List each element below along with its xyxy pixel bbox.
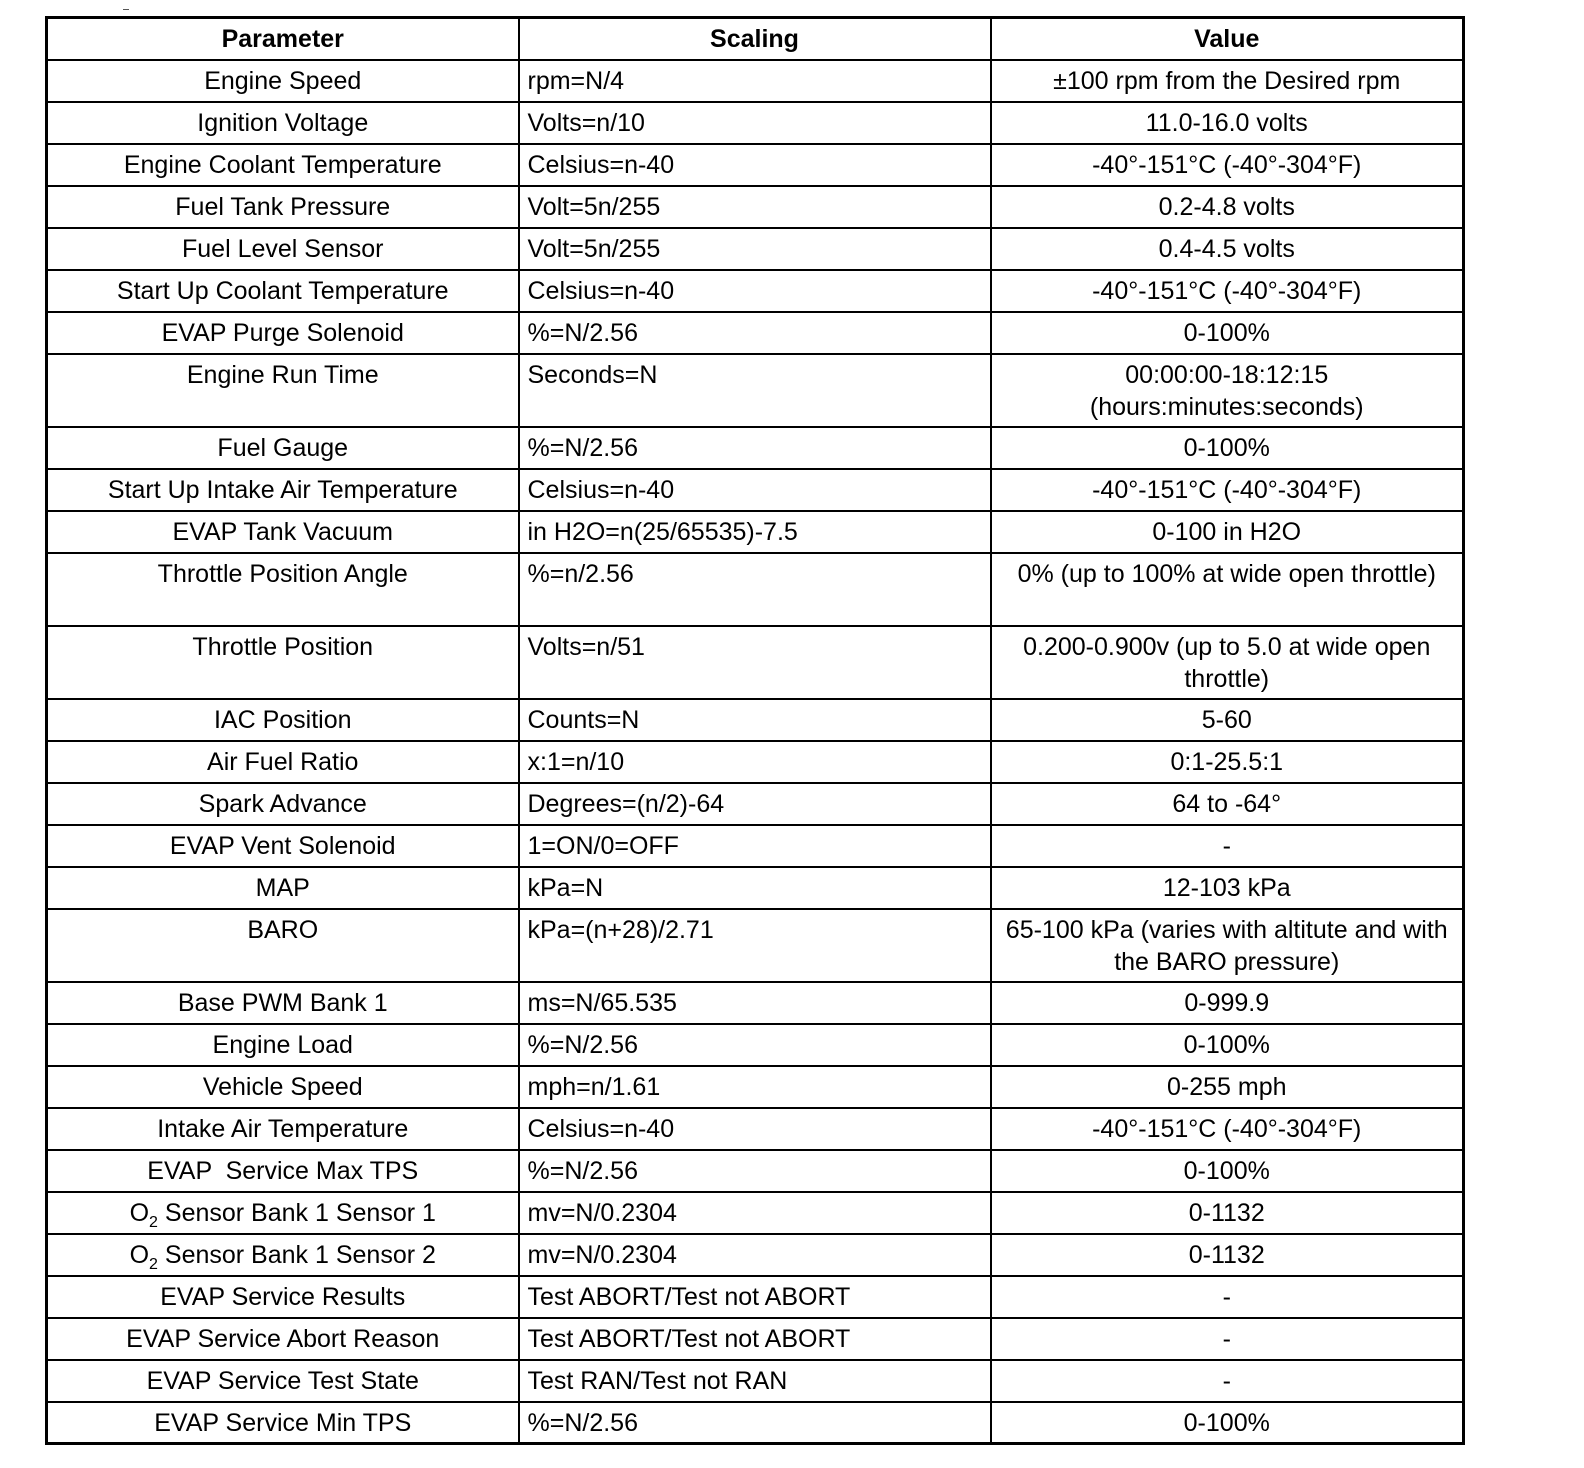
value-cell: - [991, 1318, 1464, 1360]
table-row [47, 1108, 1464, 1150]
value-cell: - [991, 1360, 1464, 1402]
table-row [47, 982, 1464, 1024]
table-row [47, 469, 1464, 511]
scaling-cell: %=N/2.56 [519, 1024, 991, 1066]
parameter-cell: Spark Advance [47, 783, 519, 825]
scaling-cell: %=N/2.56 [519, 1402, 991, 1444]
table-row [47, 354, 1464, 427]
scaling-cell: Celsius=n-40 [519, 144, 991, 186]
header-scaling: Scaling [519, 18, 991, 60]
parameter-table [45, 16, 1465, 1445]
parameter-text: Sensor Bank 1 Sensor 1 [157, 1198, 436, 1227]
parameter-text: Sensor Bank 1 Sensor 2 [157, 1240, 436, 1269]
parameter-cell: Fuel Tank Pressure [47, 186, 519, 228]
table-row [47, 1360, 1464, 1402]
table-row [47, 60, 1464, 102]
value-cell: 0:1-25.5:1 [991, 741, 1464, 783]
parameter-cell: Engine Load [47, 1024, 519, 1066]
value-cell: 0-999.9 [991, 982, 1464, 1024]
value-cell: -40°-151°C (-40°-304°F) [991, 144, 1464, 186]
scaling-cell: mv=N/0.2304 [519, 1234, 991, 1276]
parameter-cell: Base PWM Bank 1 [47, 982, 519, 1024]
o2-subscript: 2 [149, 1213, 158, 1231]
value-cell: 65-100 kPa (varies with altitute and with the BARO pressure) [991, 909, 1464, 982]
scaling-cell: rpm=N/4 [519, 60, 991, 102]
parameter-cell: EVAP Tank Vacuum [47, 511, 519, 553]
parameter-cell: EVAP Service Max TPS [47, 1150, 519, 1192]
parameter-cell: Engine Coolant Temperature [47, 144, 519, 186]
table-row [47, 1066, 1464, 1108]
table-row [47, 909, 1464, 982]
value-cell: 0-1132 [991, 1234, 1464, 1276]
scaling-cell: Volts=n/10 [519, 102, 991, 144]
value-cell: 0-100% [991, 1402, 1464, 1444]
scaling-cell: Degrees=(n/2)-64 [519, 783, 991, 825]
table-row [47, 553, 1464, 626]
value-cell: 0.200-0.900v (up to 5.0 at wide open throttle) [991, 626, 1464, 699]
table-row [47, 1192, 1464, 1234]
scan-mark [123, 9, 129, 10]
scaling-cell: Volts=n/51 [519, 626, 991, 699]
parameter-cell: EVAP Service Test State [47, 1360, 519, 1402]
table-row [47, 741, 1464, 783]
value-cell: 5-60 [991, 699, 1464, 741]
parameter-cell: Intake Air Temperature [47, 1108, 519, 1150]
scaling-cell: %=n/2.56 [519, 553, 991, 626]
scaling-cell: %=N/2.56 [519, 312, 991, 354]
table-row [47, 312, 1464, 354]
table-row [47, 1402, 1464, 1444]
value-cell: 0-1132 [991, 1192, 1464, 1234]
header-parameter: Parameter [47, 18, 519, 60]
value-cell: 0-100% [991, 427, 1464, 469]
value-cell: 0-255 mph [991, 1066, 1464, 1108]
parameter-cell [47, 1192, 519, 1234]
table-row [47, 1150, 1464, 1192]
header-value: Value [991, 18, 1464, 60]
table-row [47, 699, 1464, 741]
value-cell: 11.0-16.0 volts [991, 102, 1464, 144]
value-cell: 0-100% [991, 1024, 1464, 1066]
parameter-cell: Fuel Level Sensor [47, 228, 519, 270]
table-row [47, 1318, 1464, 1360]
value-cell: ±100 rpm from the Desired rpm [991, 60, 1464, 102]
scaling-cell: Volt=5n/255 [519, 186, 991, 228]
parameter-cell: Fuel Gauge [47, 427, 519, 469]
table-row [47, 102, 1464, 144]
table-row [47, 511, 1464, 553]
parameter-cell: Throttle Position Angle [47, 553, 519, 626]
parameter-cell [47, 1234, 519, 1276]
table-row [47, 783, 1464, 825]
table-row [47, 1276, 1464, 1318]
scaling-cell: Test ABORT/Test not ABORT [519, 1276, 991, 1318]
value-cell: 0.2-4.8 volts [991, 186, 1464, 228]
parameter-cell: Ignition Voltage [47, 102, 519, 144]
scaling-cell: Celsius=n-40 [519, 270, 991, 312]
table-row [47, 1024, 1464, 1066]
scaling-cell: in H2O=n(25/65535)-7.5 [519, 511, 991, 553]
o2-subscript: 2 [149, 1255, 158, 1273]
table-row [47, 228, 1464, 270]
table-row [47, 270, 1464, 312]
value-cell: 64 to -64° [991, 783, 1464, 825]
value-cell: -40°-151°C (-40°-304°F) [991, 270, 1464, 312]
parameter-cell: EVAP Purge Solenoid [47, 312, 519, 354]
table-row [47, 186, 1464, 228]
scaling-cell: kPa=N [519, 867, 991, 909]
parameter-cell: BARO [47, 909, 519, 982]
table-row [47, 825, 1464, 867]
parameter-cell: EVAP Service Abort Reason [47, 1318, 519, 1360]
scaling-cell: 1=ON/0=OFF [519, 825, 991, 867]
table-row [47, 867, 1464, 909]
scaling-cell: Test ABORT/Test not ABORT [519, 1318, 991, 1360]
parameter-cell: EVAP Service Results [47, 1276, 519, 1318]
parameter-cell: Start Up Coolant Temperature [47, 270, 519, 312]
parameter-cell: MAP [47, 867, 519, 909]
value-cell: 12-103 kPa [991, 867, 1464, 909]
scaling-cell: x:1=n/10 [519, 741, 991, 783]
scaling-cell: Counts=N [519, 699, 991, 741]
parameter-cell: Vehicle Speed [47, 1066, 519, 1108]
parameter-cell: Throttle Position [47, 626, 519, 699]
scaling-cell: mph=n/1.61 [519, 1066, 991, 1108]
parameter-cell: Engine Speed [47, 60, 519, 102]
value-cell: -40°-151°C (-40°-304°F) [991, 469, 1464, 511]
scaling-cell: %=N/2.56 [519, 1150, 991, 1192]
parameter-cell: EVAP Service Min TPS [47, 1402, 519, 1444]
value-cell: - [991, 1276, 1464, 1318]
table-row [47, 626, 1464, 699]
value-cell: 0-100 in H2O [991, 511, 1464, 553]
scaling-cell: mv=N/0.2304 [519, 1192, 991, 1234]
parameter-cell: Start Up Intake Air Temperature [47, 469, 519, 511]
table-row [47, 144, 1464, 186]
parameter-cell: EVAP Vent Solenoid [47, 825, 519, 867]
value-cell: 0-100% [991, 1150, 1464, 1192]
scaling-cell: %=N/2.56 [519, 427, 991, 469]
table-body [47, 60, 1464, 1444]
scaling-cell: kPa=(n+28)/2.71 [519, 909, 991, 982]
scaling-cell: Volt=5n/255 [519, 228, 991, 270]
value-cell: 0% (up to 100% at wide open throttle) [991, 553, 1464, 626]
value-cell: 00:00:00-18:12:15 (hours:minutes:seconds) [991, 354, 1464, 427]
value-cell: - [991, 825, 1464, 867]
parameter-cell: Air Fuel Ratio [47, 741, 519, 783]
value-cell: 0-100% [991, 312, 1464, 354]
scaling-cell: Test RAN/Test not RAN [519, 1360, 991, 1402]
scaling-cell: ms=N/65.535 [519, 982, 991, 1024]
table-row [47, 427, 1464, 469]
value-cell: -40°-151°C (-40°-304°F) [991, 1108, 1464, 1150]
value-cell: 0.4-4.5 volts [991, 228, 1464, 270]
scaling-cell: Celsius=n-40 [519, 1108, 991, 1150]
scaling-cell: Seconds=N [519, 354, 991, 427]
scaling-cell: Celsius=n-40 [519, 469, 991, 511]
parameter-cell: IAC Position [47, 699, 519, 741]
o2-prefix: O [129, 1198, 150, 1227]
o2-prefix: O [129, 1240, 150, 1269]
table-row [47, 1234, 1464, 1276]
header-row [47, 18, 1464, 60]
parameter-cell: Engine Run Time [47, 354, 519, 427]
